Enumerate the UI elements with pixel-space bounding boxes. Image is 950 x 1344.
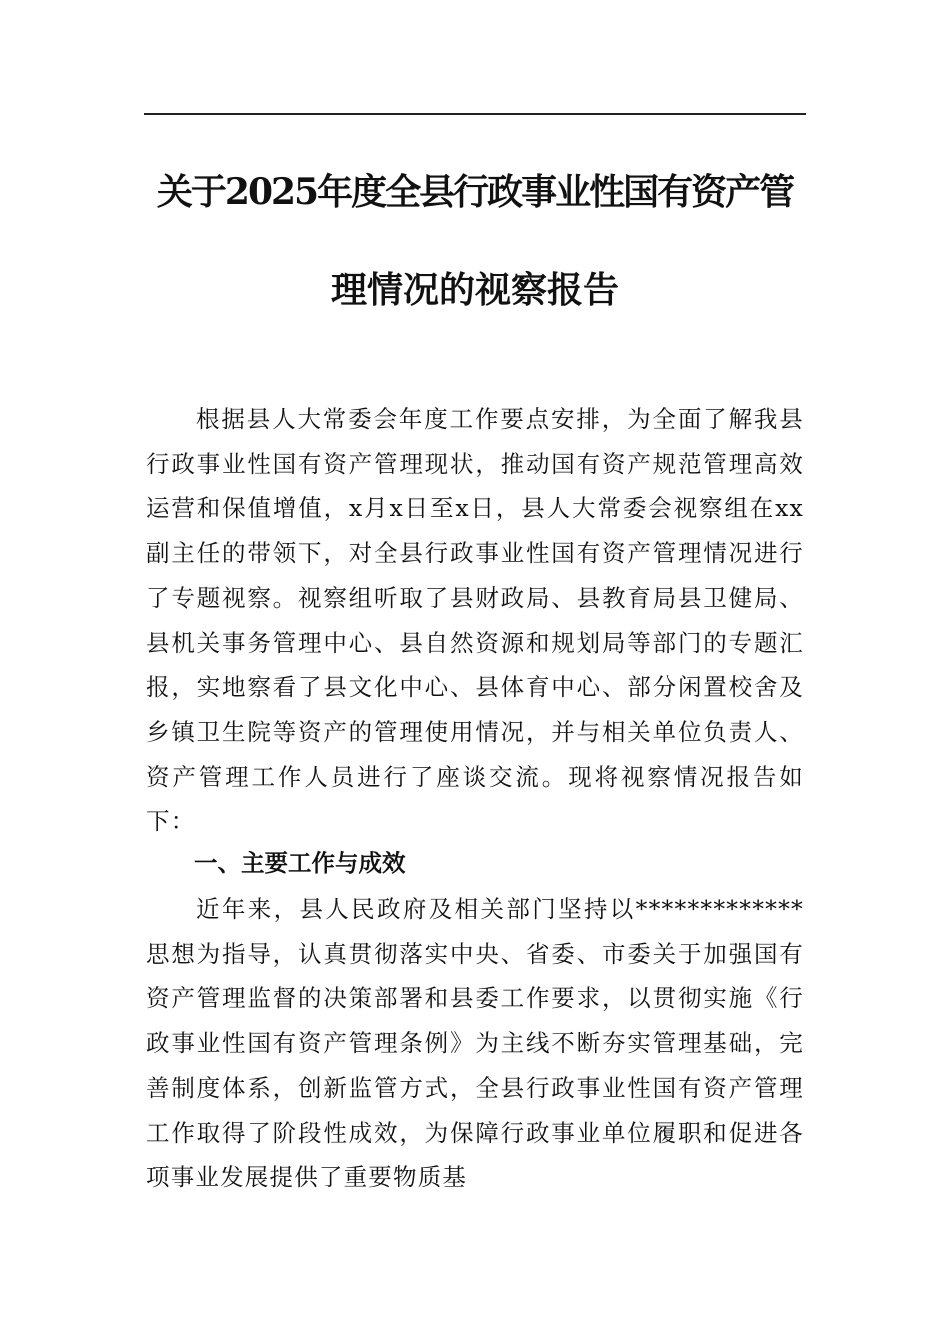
document-title-line-2: 理情况的视察报告: [330, 269, 619, 311]
section-1-paragraph: 近年来，县人民政府及相关部门坚持以*************思想为指导，认真贯彻落实中央、省委、市委关于加强国有资产管理监督的决策部署和县委工作要求，以贯彻实施《行政事业性国有资产管理条例》为主线不断夯实管理基础，完善制度体系，创新监管方式，全县行政事业性国有资产管理工作取得了阶段性成效，为保障行政事业单位履职和促进各项事业发展提供了重要物质基: [146, 895, 804, 1192]
document-title-line-1: 关于2025年度全县行政事业性国有资产管: [156, 171, 794, 213]
header-rule: [144, 113, 806, 115]
intro-paragraph: 根据县人大常委会年度工作要点安排，为全面了解我县行政事业性国有资产管理现状，推动国有资产规范管理高效运营和保值增值，x月x日至x日，县人大常委会视察组在xx副主任的带领下，对全县行政事业性国有资产管理情况进行了专题视察。视察组听取了县财政局、县教育局县卫健局、县机关事务管理中心、县自然资源和规划局等部门的专题汇报，实地察看了县文化中心、县体育中心、部分闲置校舍及乡镇卫生院等资产的管理使用情况，并与相关单位负责人、资产管理工作人员进行了座谈交流。现将视察情况报告如下：: [146, 405, 804, 836]
section-heading-main-work: 一、主要工作与成效: [194, 849, 406, 877]
